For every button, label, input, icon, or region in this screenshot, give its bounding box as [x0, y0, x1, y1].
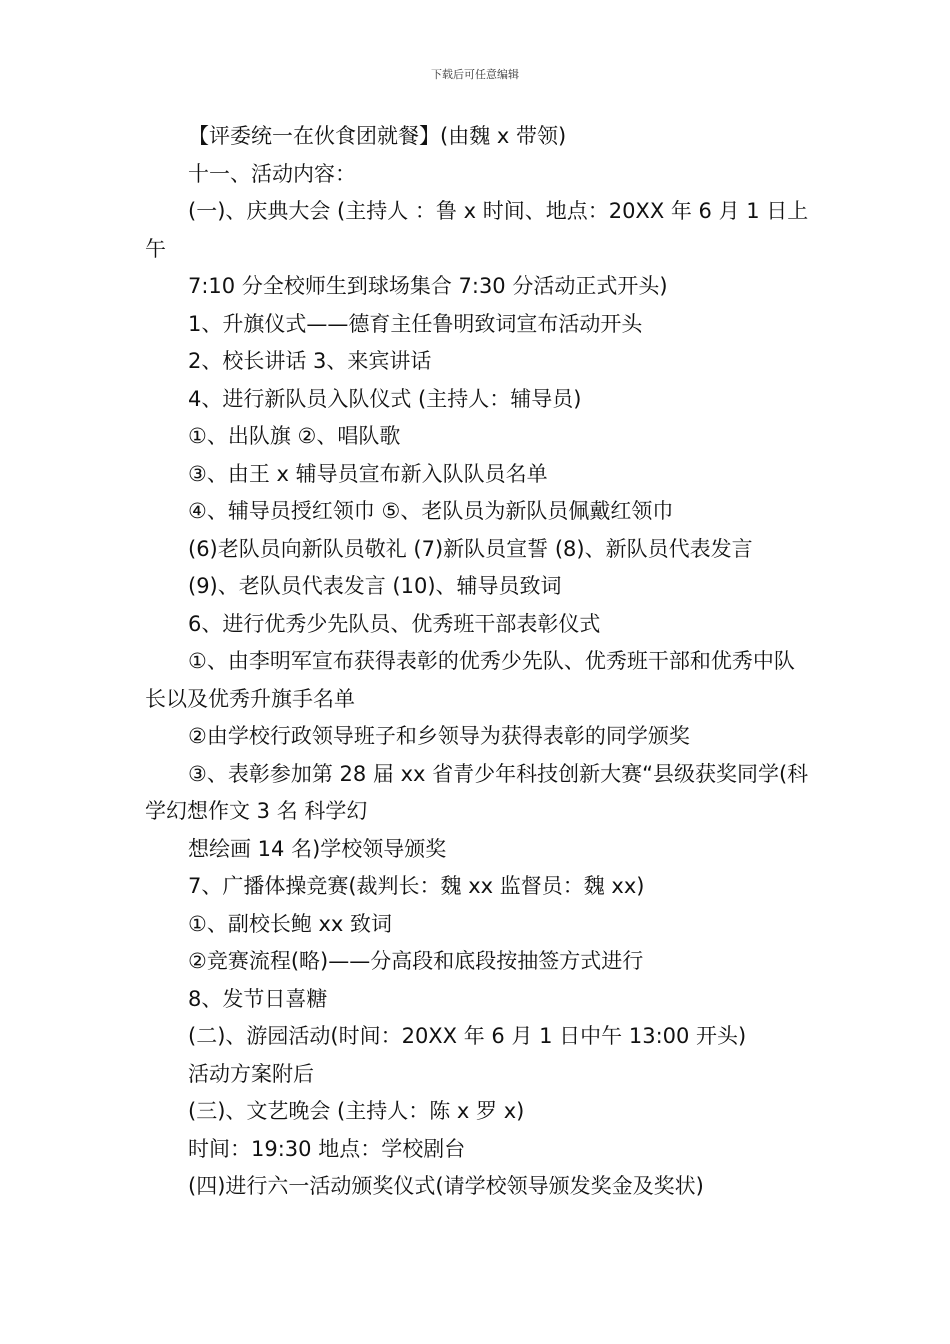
paragraph-evening-gala: (三)、文艺晚会 (主持人：陈 x 罗 x) [188, 1099, 525, 1123]
paragraph-award-presentation: ②由学校行政领导班子和乡领导为获得表彰的同学颁奖 [188, 724, 690, 748]
paragraph-induction-ceremony: 4、进行新队员入队仪式 (主持人：辅导员) [188, 386, 582, 411]
paragraph-award-ceremony: (四)进行六一活动颁奖仪式(请学校领导颁发奖金及奖状) [188, 1174, 704, 1198]
paragraph-flag-song: ①、出队旗 ②、唱队歌 [188, 424, 401, 448]
paragraph-section-eleven: 十一、活动内容： [188, 161, 356, 186]
page-header-note: 下载后可任意编辑 [431, 68, 519, 81]
paragraph-red-scarf: ④、辅导员授红领巾 ⑤、老队员为新队员佩戴红领巾 [188, 499, 674, 523]
paragraph-vice-principal-speech: ①、副校长鲍 xx 致词 [188, 911, 393, 936]
paragraph-speeches: 2、校长讲话 3、来宾讲话 [188, 349, 432, 373]
paragraph-assembly-time: 7:10 分全校师生到球场集合 7:30 分活动正式开头) [188, 274, 668, 298]
paragraph-plan-attached: 活动方案附后 [188, 1061, 314, 1086]
paragraph-gala-time-place: 时间：19:30 地点：学校剧台 [188, 1136, 466, 1161]
paragraph-announce-members: ③、由王 x 辅导员宣布新入队队员名单 [188, 461, 548, 486]
paragraph-contest-process: ②竞赛流程(略)——分高段和底段按抽签方式进行 [188, 949, 644, 973]
paragraph-judges-dining: 【评委统一在伙食团就餐】(由魏 x 带领) [188, 124, 567, 148]
paragraph-commendation-list: ①、由李明军宣布获得表彰的优秀少先队、优秀班干部和优秀中队长以及优秀升旗手名单 [145, 649, 795, 711]
paragraph-candy: 8、发节日喜糖 [188, 986, 328, 1011]
paragraph-science-contest: ③、表彰参加第 28 届 xx 省青少年科技创新大赛“县级获奖同学(科学幻想作文 3 名 科学幻 [145, 761, 809, 823]
paragraph-flag-raising: 1、升旗仪式——德育主任鲁明致词宣布活动开头 [188, 311, 643, 336]
paragraph-garden-party: (二)、游园活动(时间：20XX 年 6 月 1 日中午 13:00 开头) [188, 1024, 747, 1048]
paragraph-gymnastics-contest: 7、广播体操竞赛(裁判长：魏 xx 监督员：魏 xx) [188, 874, 645, 898]
document-body [145, 118, 813, 1206]
paragraph-representative-speech: (9)、老队员代表发言 (10)、辅导员致词 [188, 574, 562, 598]
paragraph-salute-oath: (6)老队员向新队员敬礼 (7)新队员宣誓 (8)、新队员代表发言 [188, 536, 753, 561]
paragraph-commendation-ceremony: 6、进行优秀少先队员、优秀班干部表彰仪式 [188, 611, 601, 636]
paragraph-celebration-meeting: (一)、庆典大会 (主持人 ：鲁 x 时间、地点：20XX 年 6 月 1 日上午 [145, 199, 809, 261]
paragraph-painting-awards: 想绘画 14 名)学校领导颁奖 [188, 836, 447, 861]
